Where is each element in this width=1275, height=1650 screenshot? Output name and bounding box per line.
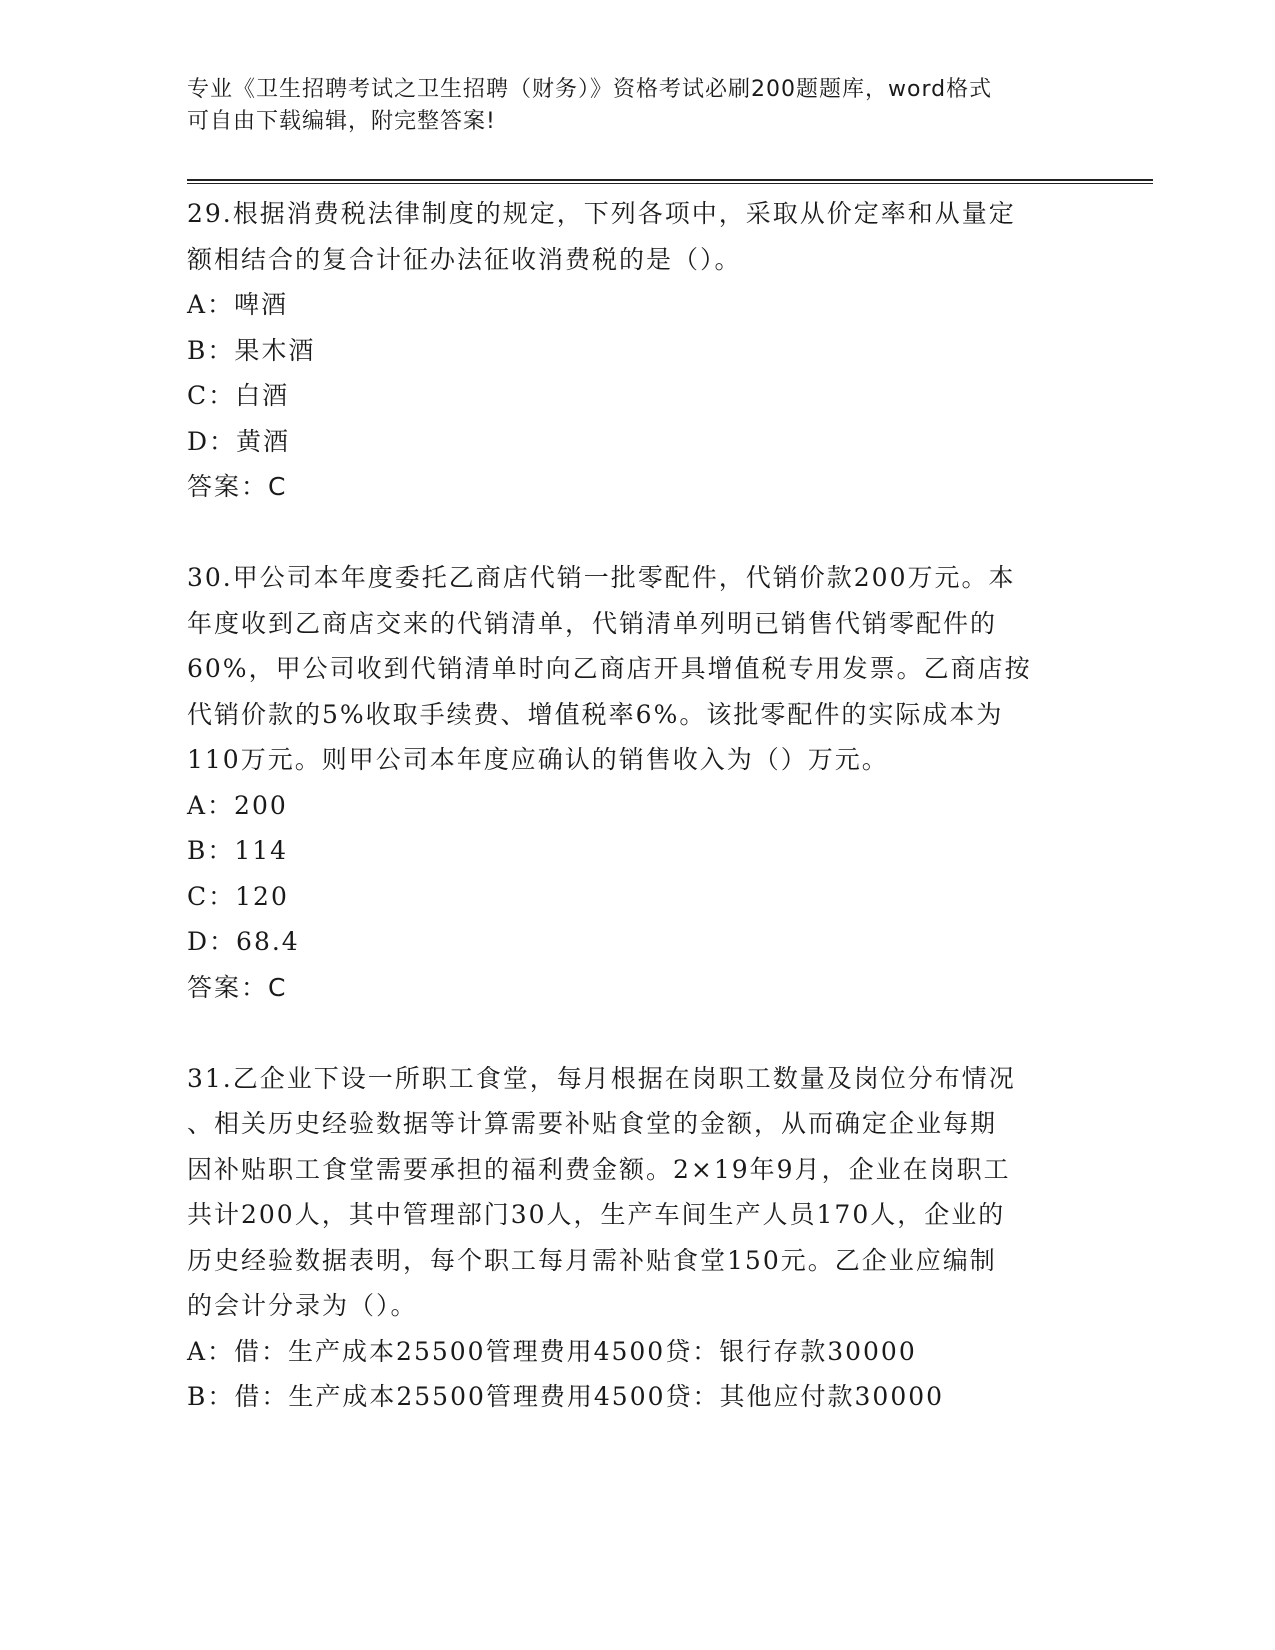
option-c: C：120: [187, 881, 289, 911]
question-text-line: 年度收到乙商店交来的代销清单，代销清单列明已销售代销零配件的: [187, 608, 998, 638]
question-text-line: 31.乙企业下设一所职工食堂，每月根据在岗职工数量及岗位分布情况: [187, 1063, 1016, 1093]
header-divider-thick: [187, 179, 1153, 181]
question-text-line: 60%，甲公司收到代销清单时向乙商店开具增值税专用发票。乙商店按: [187, 654, 1032, 683]
header-line-1: 专业《卫生招聘考试之卫生招聘（财务）》资格考试必刷200题题库，word格式: [187, 77, 993, 102]
question-text-line: 的会计分录为（）。: [187, 1291, 418, 1320]
question-spacer: [187, 1010, 1087, 1056]
option-d: D：黄酒: [187, 426, 291, 456]
answer: 答案：C: [187, 472, 288, 501]
question-29: [187, 191, 1087, 510]
question-31: [187, 1056, 1087, 1420]
option-a: A：借：生产成本25500管理费用4500贷：银行存款30000: [187, 1336, 917, 1366]
question-text-line: 额相结合的复合计征办法征收消费税的是（）。: [187, 244, 742, 274]
question-text-line: 、相关历史经验数据等计算需要补贴食堂的金额，从而确定企业每期: [187, 1109, 998, 1138]
option-b: B：借：生产成本25500管理费用4500贷：其他应付款30000: [187, 1382, 945, 1411]
question-text-line: 因补贴职工食堂需要承担的福利费金额。2×19年9月，企业在岗职工: [187, 1154, 1011, 1184]
header-line-2: 可自由下载编辑，附完整答案!: [187, 109, 496, 134]
option-a: A：啤酒: [187, 290, 289, 319]
question-spacer: [187, 510, 1087, 556]
question-text-line: 29.根据消费税法律制度的规定，下列各项中，采取从价定率和从量定: [187, 199, 1016, 228]
answer: 答案：C: [187, 972, 288, 1002]
question-text-line: 历史经验数据表明，每个职工每月需补贴食堂150元。乙企业应编制: [187, 1245, 997, 1275]
option-b: B：114: [187, 836, 289, 865]
question-text-line: 代销价款的5%收取手续费、增值税率6%。该批零配件的实际成本为: [187, 699, 1004, 729]
option-d: D：68.4: [187, 927, 300, 956]
question-list: [187, 191, 1087, 1420]
option-c: C：白酒: [187, 381, 290, 410]
option-b: B：果木酒: [187, 335, 316, 365]
question-text-line: 110万元。则甲公司本年度应确认的销售收入为（）万元。: [187, 745, 889, 774]
document-header: [187, 74, 1067, 138]
question-text-line: 30.甲公司本年度委托乙商店代销一批零配件，代销价款200万元。本: [187, 563, 1016, 592]
header-divider-thin: [187, 183, 1153, 184]
option-a: A：200: [187, 790, 288, 820]
question-30: [187, 555, 1087, 1010]
question-text-line: 共计200人，其中管理部门30人，生产车间生产人员170人，企业的: [187, 1200, 1006, 1229]
